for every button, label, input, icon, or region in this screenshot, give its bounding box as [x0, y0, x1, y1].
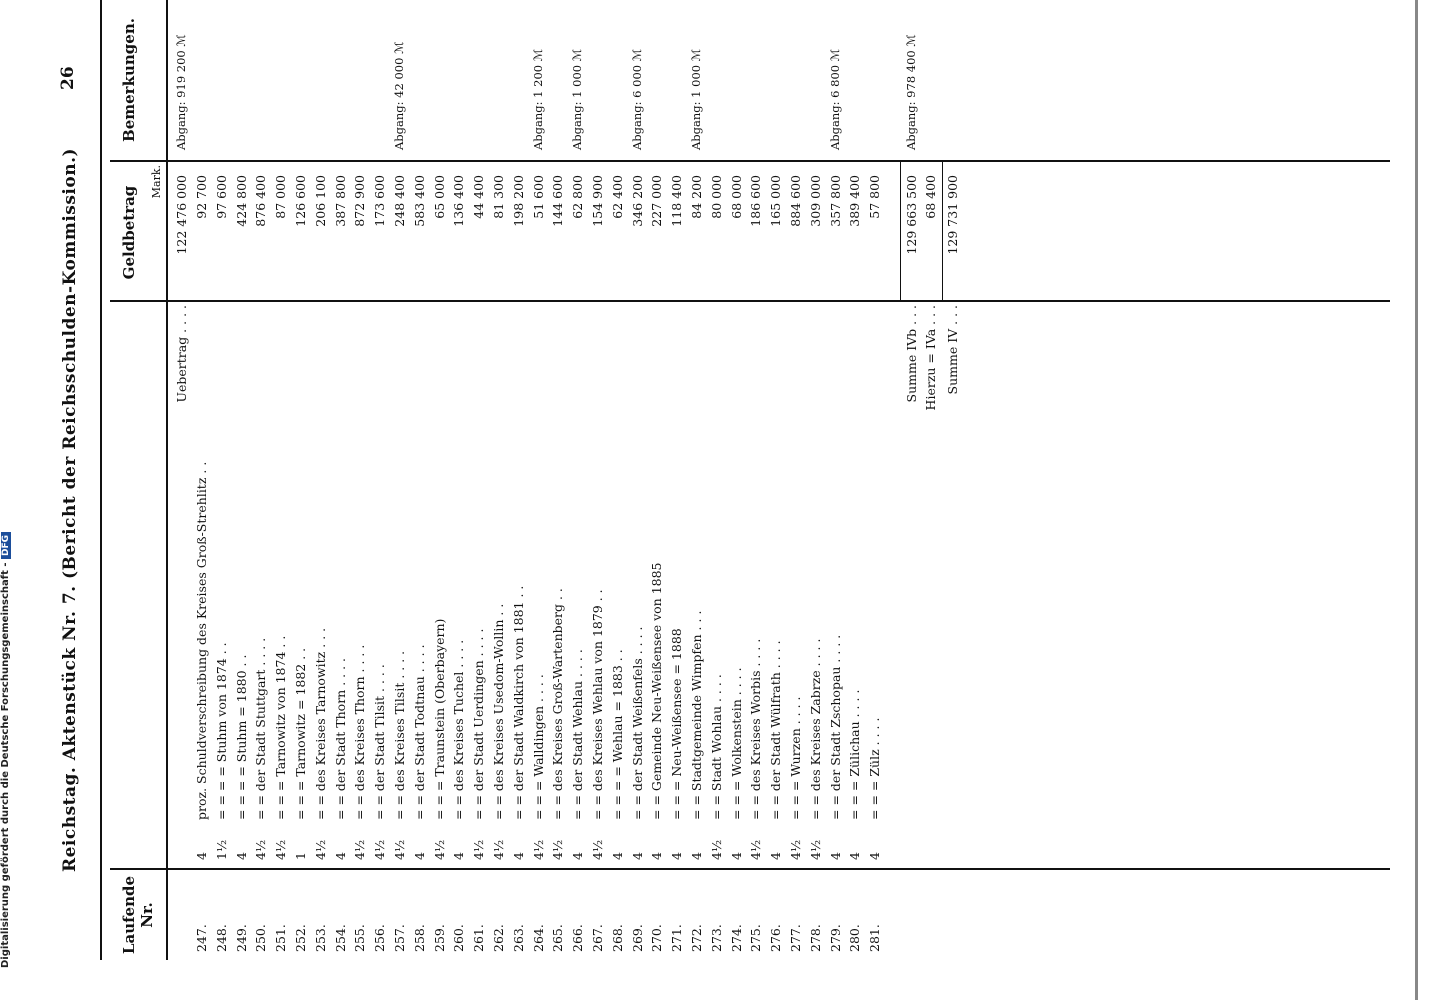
row-remark: Abgang: 1 000 ℳ [689, 48, 703, 150]
row-amount: 136 400 [451, 175, 467, 227]
row-description: = = = Tarnowitz = 1882 . . [293, 647, 308, 820]
interest-rate: 1½ [213, 839, 229, 860]
table-row [333, 0, 353, 1000]
row-description: = = = Zülichau . . . . [847, 689, 863, 820]
row-number: 281. [867, 924, 883, 952]
table-row [412, 0, 432, 1000]
interest-rate: 4 [669, 852, 685, 860]
sum-row-iva [923, 0, 943, 1000]
table-row [491, 0, 511, 1000]
row-number: 254. [332, 924, 348, 952]
row-number: 255. [352, 924, 368, 952]
row-description: = = = Neu-Weißensee = 1888 [669, 628, 685, 820]
table-row [808, 0, 828, 1000]
row-number: 262. [491, 924, 506, 952]
row-description: = = der Stadt Wülfrath . . . . [768, 640, 784, 820]
interest-rate: 4½ [491, 839, 506, 860]
row-description: = = des Kreises Wehlau von 1879 . . [590, 589, 605, 820]
interest-rate: 4½ [788, 839, 803, 860]
row-amount: 583 400 [411, 175, 427, 227]
digitization-credit [0, 0, 20, 968]
interest-rate: 4 [194, 852, 209, 860]
sum-amount: 68 400 [923, 175, 938, 219]
row-number: 279. [827, 924, 843, 952]
interest-rate: 4 [827, 852, 843, 860]
sum-rule-1 [900, 162, 901, 300]
row-amount: 92 700 [194, 175, 209, 219]
row-description: = = = Wurzen . . . . [788, 696, 803, 820]
row-amount: 154 900 [590, 175, 605, 227]
row-amount: 57 800 [867, 175, 883, 219]
interest-rate: 4 [609, 852, 625, 860]
row-description: = = der Stadt Wehlau . . . . [570, 649, 586, 820]
interest-rate: 4 [847, 852, 863, 860]
row-amount: 62 800 [570, 175, 586, 219]
row-amount: 118 400 [669, 175, 685, 227]
row-amount: 165 000 [768, 175, 784, 227]
row-number: 275. [748, 924, 764, 952]
table-row [669, 0, 689, 1000]
table-row [828, 0, 848, 1000]
row-amount: 51 600 [530, 175, 546, 219]
row-number: 270. [649, 924, 665, 952]
row-number: 276. [768, 924, 784, 952]
row-number: 249. [233, 924, 249, 952]
interest-rate: 4 [768, 852, 784, 860]
row-amount: 84 200 [689, 175, 704, 219]
row-number: 247. [194, 924, 209, 952]
table-row [293, 0, 313, 1000]
row-amount: 173 600 [372, 175, 388, 227]
row-amount: 97 600 [213, 175, 229, 219]
interest-rate: 4 [510, 852, 526, 860]
row-number: 264. [530, 924, 546, 952]
interest-rate: 4½ [550, 839, 566, 860]
interest-rate: 4½ [748, 839, 764, 860]
row-amount: 389 400 [847, 175, 863, 227]
table-row [194, 0, 214, 1000]
row-remark: Abgang: 42 000 ℳ [392, 41, 406, 150]
interest-rate: 4½ [807, 839, 823, 860]
row-description: = = der Stadt Todtnau . . . . [411, 644, 427, 820]
row-description: = = Stadt Wohlau . . . . [708, 674, 724, 820]
sum-amount: 129 731 900 [945, 175, 960, 255]
row-remark: Abgang: 1 200 ℳ [530, 48, 545, 150]
row-amount: 68 000 [728, 175, 744, 219]
interest-rate: 4 [233, 852, 249, 860]
row-number: 272. [689, 924, 704, 952]
interest-rate: 4 [629, 852, 645, 860]
row-description: = = Stadtgemeinde Wimpfen . . . [689, 610, 704, 820]
row-number: 271. [669, 924, 685, 952]
table-row [313, 0, 333, 1000]
table-row [590, 0, 610, 1000]
row-amount: 346 200 [629, 175, 645, 227]
row-description: = = des Kreises Zabrze . . . . [807, 638, 823, 820]
row-amount: 126 600 [293, 175, 308, 227]
sum-rule-2 [942, 162, 943, 300]
row-number: 266. [570, 924, 586, 952]
table-row [511, 0, 531, 1000]
row-amount: 876 400 [253, 175, 269, 227]
table-row [768, 0, 788, 1000]
row-description: = = der Stadt Zschopau . . . . [827, 634, 843, 820]
row-number: 263. [510, 924, 526, 952]
row-description: = = der Stadt Thorn . . . . [332, 657, 348, 820]
table-row [649, 0, 669, 1000]
sum-remark: Abgang: 978 400 ℳ [904, 34, 918, 150]
row-number: 260. [451, 924, 467, 952]
interest-rate: 4½ [372, 839, 388, 860]
row-amount: 44 400 [471, 175, 487, 219]
interest-rate: 4½ [431, 839, 447, 860]
row-remark: Abgang: 1 000 ℳ [570, 48, 585, 150]
row-description: = = = = Stuhm = 1880 . . [233, 654, 249, 820]
row-amount: 186 600 [748, 175, 764, 227]
row-number: 274. [728, 924, 744, 952]
sum-row-iv [945, 0, 965, 1000]
table-row [234, 0, 254, 1000]
row-number: 259. [431, 924, 447, 952]
row-number: 257. [392, 924, 407, 952]
row-number: 277. [788, 924, 803, 952]
table-row [392, 0, 412, 1000]
carryover-remark: Abgang: 919 200 ℳ [174, 34, 188, 150]
row-number: 280. [847, 924, 863, 952]
header-rule [100, 0, 102, 960]
sum-amount: 129 663 500 [904, 175, 919, 255]
interest-rate: 4½ [312, 839, 328, 860]
interest-rate: 4½ [273, 839, 289, 860]
table-row [847, 0, 867, 1000]
page-number: 26 [58, 66, 78, 90]
row-description: = = = = Stuhm von 1874 . . [213, 642, 229, 820]
table-row [352, 0, 372, 1000]
interest-rate: 4½ [352, 839, 368, 860]
row-number: 265. [550, 924, 566, 952]
interest-rate: 4 [451, 852, 467, 860]
row-amount: 357 800 [827, 175, 843, 227]
row-amount: 227 000 [649, 175, 665, 227]
row-description: = = des Kreises Tuchel . . . . [451, 639, 467, 820]
row-amount: 387 800 [332, 175, 348, 227]
interest-rate: 4 [689, 852, 704, 860]
credit-text: Digitalisierung gefördert durch die Deutsche Forschungsgemeinschaft - [0, 562, 11, 968]
row-amount: 65 000 [431, 175, 447, 219]
table-row [372, 0, 392, 1000]
sum-label: Summe IV . . . [945, 305, 960, 395]
interest-rate: 4½ [590, 839, 605, 860]
row-amount: 424 800 [233, 175, 249, 227]
row-description: = = = Wolkenstein . . . . [728, 667, 744, 820]
row-description: = = = Zülz . . . . [867, 717, 883, 820]
table-row [253, 0, 273, 1000]
table-row [748, 0, 768, 1000]
table-row [610, 0, 630, 1000]
row-description: = = des Kreises Tarnowitz . . . [312, 627, 328, 820]
page-header: Reichstag. Aktenstück Nr. 7. (Bericht der Reichsschulden-Kommission.) [60, 147, 80, 873]
row-description: = = des Kreises Groß-Wartenberg . . [550, 588, 566, 820]
row-amount: 248 400 [392, 175, 407, 227]
row-description: = = der Stadt Uerdingen . . . . [471, 628, 487, 820]
row-description: = = = Walldingen . . . . [530, 674, 546, 820]
column-header-remarks: Bemerkungen. [120, 18, 138, 142]
sum-label: Summe IVb . . . [904, 305, 919, 403]
row-number: 268. [609, 924, 625, 952]
row-amount: 144 600 [550, 175, 566, 227]
row-amount: 872 900 [352, 175, 368, 227]
row-description: = = des Kreises Thorn . . . . [352, 644, 368, 820]
row-amount: 81 300 [491, 175, 506, 219]
table-row [729, 0, 749, 1000]
row-description: = = der Stadt Tilsit . . . . [372, 664, 388, 820]
row-number: 258. [411, 924, 427, 952]
table-row [451, 0, 471, 1000]
interest-rate: 4½ [708, 839, 724, 860]
table-row [630, 0, 650, 1000]
carryover-row [174, 0, 194, 1000]
table-row [570, 0, 590, 1000]
row-amount: 884 600 [788, 175, 803, 227]
row-amount: 309 000 [807, 175, 823, 227]
interest-rate: 4½ [471, 839, 487, 860]
row-description: = = des Kreises Worbis . . . . [748, 638, 764, 820]
row-description: = = des Kreises Usedom-Wollin . . [491, 603, 506, 820]
table-row [709, 0, 729, 1000]
interest-rate: 4½ [392, 839, 407, 860]
row-amount: 206 100 [312, 175, 328, 227]
interest-rate: 4 [867, 852, 883, 860]
row-number: 261. [471, 924, 487, 952]
table-row [432, 0, 452, 1000]
sum-label: Hierzu = IVa . . . [923, 305, 938, 411]
row-description: = = = Traunstein (Oberbayern) [431, 618, 447, 820]
row-number: 250. [253, 924, 269, 952]
column-header-rule [166, 0, 168, 960]
row-number: 256. [372, 924, 388, 952]
interest-rate: 4 [332, 852, 348, 860]
table-row [689, 0, 709, 1000]
amount-unit: Mark. [150, 165, 163, 199]
row-number: 252. [293, 924, 308, 952]
row-amount: 87 000 [273, 175, 289, 219]
table-row [273, 0, 293, 1000]
row-description: proz. Schuldverschreibung des Kreises Groß-Strehlitz . . [194, 461, 209, 820]
interest-rate: 4 [728, 852, 744, 860]
row-description: = = = Tarnowitz von 1874 . . [273, 635, 289, 820]
interest-rate: 4½ [253, 839, 269, 860]
ledger-table [110, 0, 1400, 1000]
interest-rate: 1 [293, 852, 308, 860]
scan-edge-shadow [1415, 0, 1418, 1000]
row-remark: Abgang: 6 800 ℳ [827, 48, 842, 150]
sum-row-ivb [904, 0, 924, 1000]
interest-rate: 4 [570, 852, 586, 860]
row-remark: Abgang: 6 000 ℳ [629, 48, 644, 150]
row-description: = = Gemeinde Neu-Weißensee von 1885 [649, 562, 665, 820]
row-amount: 62 400 [609, 175, 625, 219]
row-description: = = = = Wehlau = 1883 . . [609, 649, 625, 820]
row-number: 248. [213, 924, 229, 952]
dfg-logo: DFG [1, 532, 11, 559]
table-row [867, 0, 887, 1000]
row-description: = = des Kreises Tilsit . . . . [392, 650, 407, 820]
row-description: = = der Stadt Waldkirch von 1881 . . [510, 585, 526, 820]
row-description: = = der Stadt Weißenfels . . . . [629, 626, 645, 820]
column-header-amount: Geldbetrag [120, 185, 138, 280]
row-amount: 80 000 [708, 175, 724, 219]
row-number: 278. [807, 924, 823, 952]
interest-rate: 4 [649, 852, 665, 860]
row-number: 253. [312, 924, 328, 952]
table-row [471, 0, 491, 1000]
carryover-label: Uebertrag . . . . [174, 305, 189, 403]
row-number: 269. [629, 924, 645, 952]
interest-rate: 4 [411, 852, 427, 860]
carryover-amount: 122 476 000 [174, 175, 189, 255]
interest-rate: 4½ [530, 839, 546, 860]
row-number: 267. [590, 924, 605, 952]
table-row [550, 0, 570, 1000]
table-row [788, 0, 808, 1000]
row-amount: 198 200 [510, 175, 526, 227]
table-row [214, 0, 234, 1000]
row-number: 273. [708, 924, 724, 952]
table-row [531, 0, 551, 1000]
column-header-nr: Laufende Nr. [120, 875, 156, 955]
row-description: = = der Stadt Stuttgart . . . . [253, 637, 269, 820]
row-number: 251. [273, 924, 289, 952]
